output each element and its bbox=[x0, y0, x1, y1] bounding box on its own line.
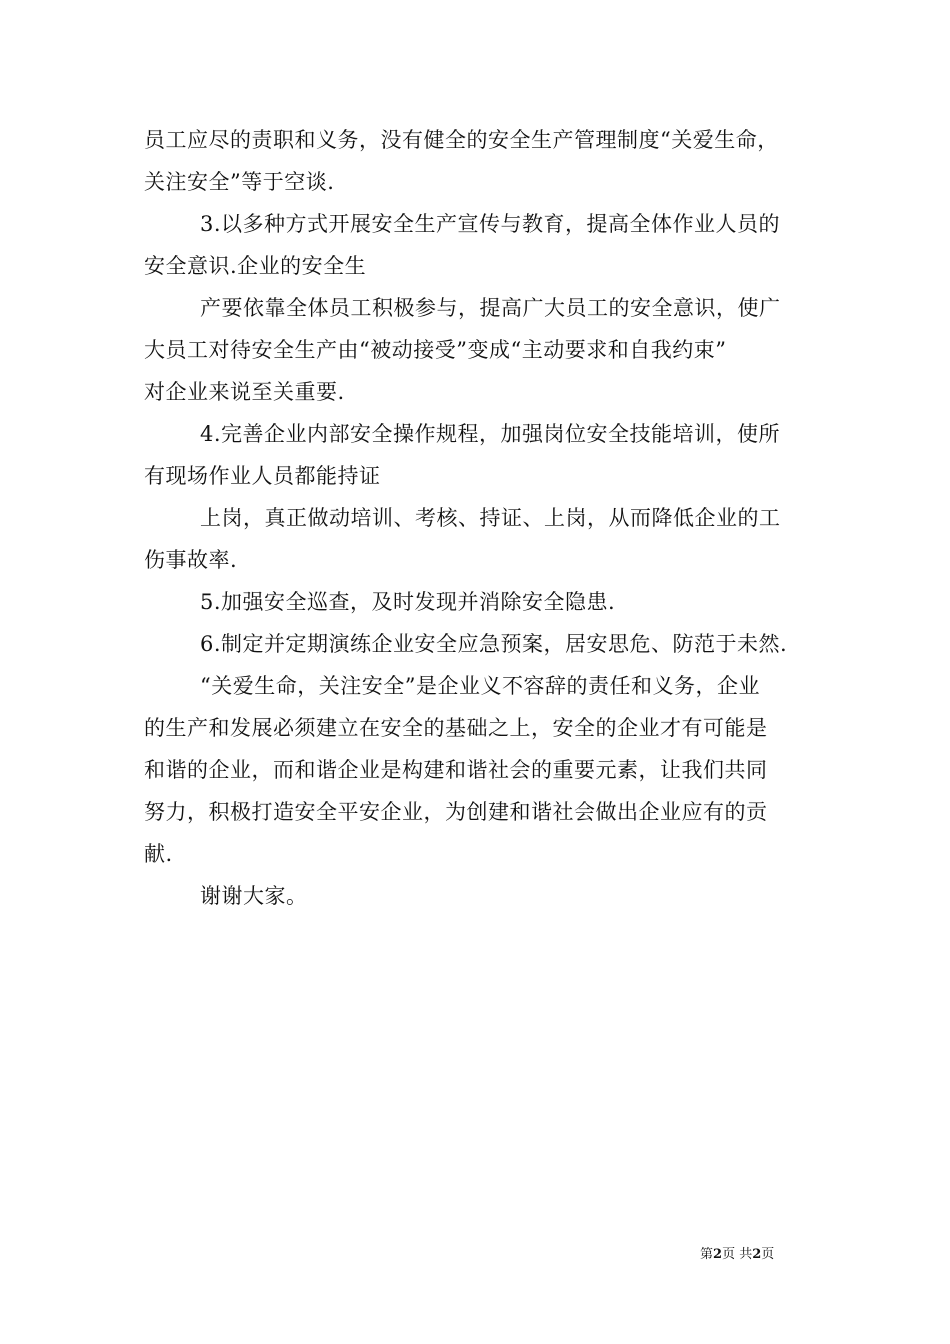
text-line: 谢谢大家。 bbox=[200, 884, 308, 908]
footer-middle: 页 共 bbox=[722, 1247, 753, 1262]
text-line: 对企业来说至关重要. bbox=[144, 380, 345, 404]
text-line: 大员工对待安全生产由“被动接受”变成“主动要求和自我约束” bbox=[144, 338, 727, 362]
footer-prefix: 第 bbox=[700, 1247, 714, 1262]
text-line: 4.完善企业内部安全操作规程，加强岗位安全技能培训，使所 bbox=[200, 422, 781, 446]
text-line: 关注安全”等于空谈. bbox=[144, 170, 335, 194]
total-pages-number: 2 bbox=[752, 1247, 762, 1262]
text-line: 安全意识.企业的安全生 bbox=[144, 254, 367, 278]
page-number-footer bbox=[700, 1246, 774, 1264]
text-line: 产要依靠全体员工积极参与，提高广大员工的安全意识，使广 bbox=[200, 296, 781, 320]
document-body bbox=[144, 119, 814, 917]
text-line: 5.加强安全巡查，及时发现并消除安全隐患. bbox=[200, 590, 616, 614]
text-line: 3.以多种方式开展安全生产宣传与教育，提高全体作业人员的 bbox=[200, 212, 781, 236]
text-line: 的生产和发展必须建立在安全的基础之上，安全的企业才有可能是 bbox=[144, 716, 768, 740]
text-line: 员工应尽的责职和义务，没有健全的安全生产管理制度“关爱生命， bbox=[144, 128, 779, 152]
text-line: 上岗，真正做动培训、考核、持证、上岗，从而降低企业的工 bbox=[200, 506, 781, 530]
current-page-number: 2 bbox=[713, 1247, 723, 1262]
text-line: “关爱生命，关注安全”是企业义不容辞的责任和义务，企业 bbox=[200, 674, 760, 698]
text-line: 有现场作业人员都能持证 bbox=[144, 464, 381, 488]
text-line: 伤事故率. bbox=[144, 548, 238, 572]
text-line: 和谐的企业，而和谐企业是构建和谐社会的重要元素，让我们共同 bbox=[144, 758, 768, 782]
text-line: 6.制定并定期演练企业安全应急预案，居安思危、防范于未然. bbox=[200, 632, 788, 656]
text-line: 努力，积极打造安全平安企业，为创建和谐社会做出企业应有的贡 bbox=[144, 800, 768, 824]
footer-suffix: 页 bbox=[761, 1247, 775, 1262]
text-line: 献. bbox=[144, 842, 173, 866]
